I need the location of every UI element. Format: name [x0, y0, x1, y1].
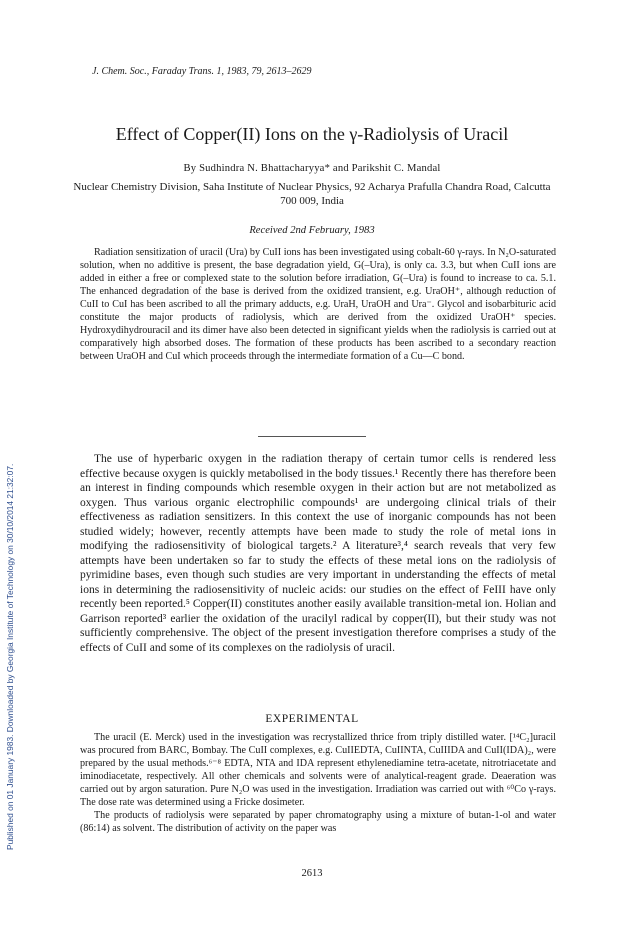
abstract-text: Radiation sensitization of uracil (Ura) by CuII ions has been investigated using cobalt-60 γ-rays. In N₂O-saturated solution, when no additive is present, the base degradation yield, G(–Ura), is only ca. 3.3, but when CuII ions are added in either a free or complexed state to the solution before irradiation, G(–Ura) is found to increase to ca. 5.1. The enhanced degradation of the base is derived from the oxidized transient, e.g. UraOH⁺, although reduction of CuII to CuI has been ascribed to all the primary adducts, e.g. UraH, UraOH and Ura⁻. Glycol and isobarbituric acid constitute the major products of radiolysis, which are derived from the oxidized UraOH⁺ species. Hydroxydihydrouracil and its dimer have also been detected in significant yields when the radiolysis is carried out at comparatively high absorbed doses. The formation of these products has been ascribed to a secondary reaction between UraOH and CuI which proceeds through the intermediate formation of a Cu—C bond.	[80, 247, 556, 362]
received-date: Received 2nd February, 1983	[249, 225, 375, 236]
download-notice[interactable]: Published on 01 January 1983. Downloaded by Georgia Institute of Technology on 30/10/2014 21:32:07.	[5, 463, 15, 850]
article-title: Effect of Copper(II) Ions on the γ-Radiolysis of Uracil	[115, 124, 509, 144]
section-divider	[258, 436, 366, 437]
abstract	[80, 246, 556, 363]
introduction	[80, 452, 556, 655]
page-number: 2613	[301, 868, 323, 879]
section-heading: EXPERIMENTAL	[265, 713, 359, 725]
journal-reference: J. Chem. Soc., Faraday Trans. 1, 1983, 79, 2613–2629	[92, 66, 312, 77]
affiliation: Nuclear Chemistry Division, Saha Institute of Nuclear Physics, 92 Acharya Prafulla Chandra Road, Calcutta 700 009, India	[73, 181, 551, 207]
intro-paragraph: The use of hyperbaric oxygen in the radiation therapy of certain tumor cells is rendered less effective because oxygen is quickly metabolised in the body tissues.¹ Recently there has therefore been an interest in finding compounds which resemble oxygen in their action but are not metabolized as oxygen. Thus various organic electrophilic compounds¹ are undergoing clinical trials of their effectiveness as radiation sensitizers. In this context the use of inorganic compounds has not been studied widely; however, recently attempts have been made to study the role of metal ions in modifying the radiosensitivity of biological targets.² A literature³,⁴ search reveals that very few attempts have been undertaken so far to study the effects of these metal ions on the radiolysis of pyrimidine bases, even though such studies are very important in understanding the effects of metal ions in determining the radiosensitivity of nucleic acids: our studies on the effect of FeIII have only recently been reported.⁵ Copper(II) constitutes another easily available transition-metal ion. Holian and Garrison reported³ earlier the oxidation of the uracilyl radical by copper(II), but their study was not sufficiently comprehensive. The object of the present investigation therefore comprises a study of the effects of CuII and some of its complexes on the radiolysis of uracil.	[80, 453, 556, 654]
experimental-section	[80, 731, 556, 835]
experimental-paragraph-2: The products of radiolysis were separated by paper chromatography using a mixture of butan-1-ol and water (86:14) as solvent. The distribution of activity on the paper was	[80, 810, 556, 834]
author-list: By Sudhindra N. Bhattacharyya* and Parikshit C. Mandal	[183, 163, 441, 174]
experimental-paragraph-1: The uracil (E. Merck) used in the investigation was recrystallized thrice from triply distilled water. [¹⁴C₂]uracil was procured from BARC, Bombay. The CuII complexes, e.g. CuIIEDTA, CuIINTA, CuIIIDA and CuII(IDA)₂, were prepared by the usual methods.⁶⁻⁸ EDTA, NTA and IDA represent ethylenediamine tetra-acetate, nitrotriacetate and iminodiacetate, respectively. All other chemicals and solvents were of analytical-reagent grade. Deaeration was carried out by argon saturation. Pure N₂O was used in the investigation. Irradiation was carried out with ⁶⁰Co γ-rays. The dose rate was determined using a Fricke dosimeter.	[80, 732, 556, 808]
